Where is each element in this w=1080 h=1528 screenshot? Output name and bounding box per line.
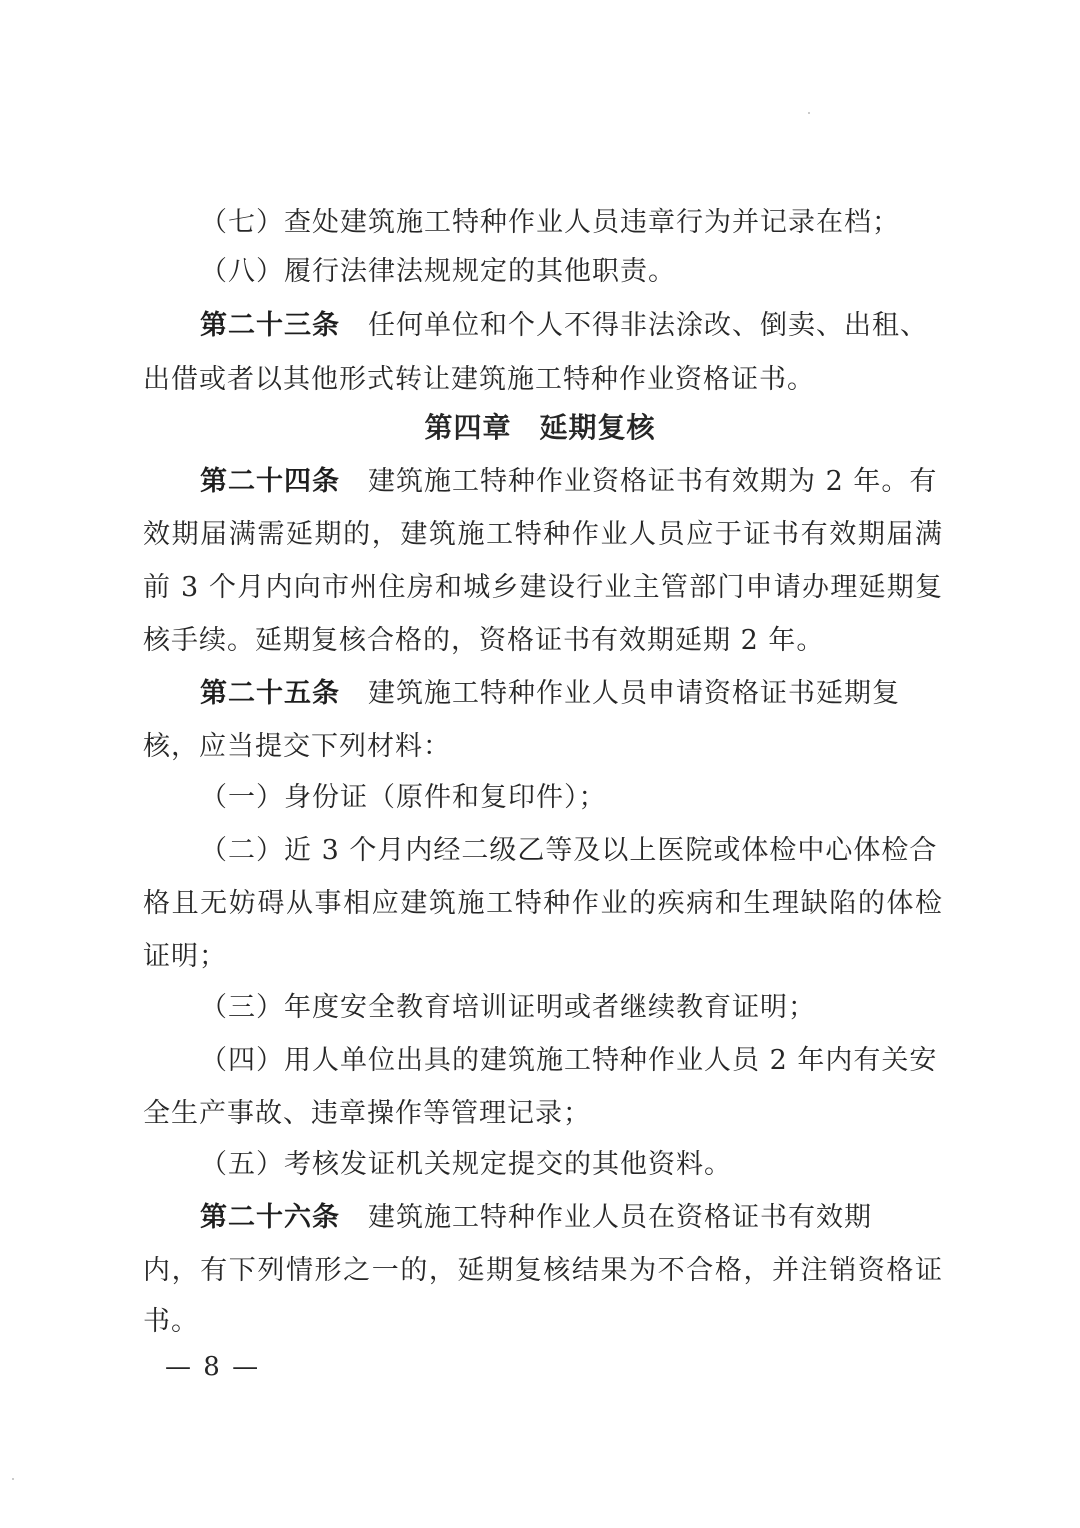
- item-1: （一）身份证（原件和复印件）；: [200, 782, 607, 813]
- article-24-line-4: 核手续。延期复核合格的，资格证书有效期延期 2 年。: [143, 625, 825, 656]
- article-25-line-2: 核，应当提交下列材料：: [143, 731, 451, 762]
- page-number: — 8 —: [165, 1352, 261, 1382]
- chapter-heading: [0, 408, 1080, 448]
- article-24-line-3: 前 3 个月内向市州住房和城乡建设行业主管部门申请办理延期复: [143, 572, 943, 603]
- article-24-line-2: 效期届满需延期的，建筑施工特种作业人员应于证书有效期届满: [143, 519, 943, 550]
- article-25-line-1: [200, 674, 1000, 714]
- article-26-line-1: [200, 1198, 1000, 1238]
- article-26-line-3: 书。: [143, 1306, 199, 1337]
- article-24-heading: 第二十四条: [200, 466, 340, 497]
- scan-speck: [12, 1478, 14, 1480]
- article-25-text: 建筑施工特种作业人员申请资格证书延期复: [368, 678, 900, 709]
- article-26-line-2: 内，有下列情形之一的，延期复核结果为不合格，并注销资格证: [143, 1255, 943, 1286]
- article-23-line-1: [200, 306, 1000, 346]
- item-4-line-2: 全生产事故、违章操作等管理记录；: [143, 1098, 591, 1129]
- item-5: （五）考核发证机关规定提交的其他资料。: [200, 1149, 732, 1180]
- article-23-text: 任何单位和个人不得非法涂改、倒卖、出租、: [368, 310, 928, 341]
- item-8: （八）履行法律法规规定的其他职责。: [200, 256, 676, 287]
- scan-speck: [808, 112, 810, 114]
- article-24-line-1: [200, 462, 1000, 502]
- chapter-number: 第四章: [424, 411, 512, 444]
- article-24-text: 建筑施工特种作业资格证书有效期为 2 年。有: [368, 466, 938, 497]
- article-26-heading: 第二十六条: [200, 1202, 340, 1233]
- item-7: （七）查处建筑施工特种作业人员违章行为并记录在档；: [200, 207, 900, 238]
- article-23-heading: 第二十三条: [200, 310, 340, 341]
- item-3: （三）年度安全教育培训证明或者继续教育证明；: [200, 992, 816, 1023]
- item-4-line-1: （四）用人单位出具的建筑施工特种作业人员 2 年内有关安: [200, 1045, 938, 1076]
- chapter-title: 延期复核: [539, 411, 656, 444]
- article-23-line-2: 出借或者以其他形式转让建筑施工特种作业资格证书。: [143, 364, 815, 395]
- article-25-heading: 第二十五条: [200, 678, 340, 709]
- item-2-line-2: 格且无妨碍从事相应建筑施工特种作业的疾病和生理缺陷的体检: [143, 888, 943, 919]
- article-26-text: 建筑施工特种作业人员在资格证书有效期: [368, 1202, 872, 1233]
- item-2-line-1: （二）近 3 个月内经二级乙等及以上医院或体检中心体检合: [200, 835, 938, 866]
- item-2-line-3: 证明；: [143, 941, 227, 972]
